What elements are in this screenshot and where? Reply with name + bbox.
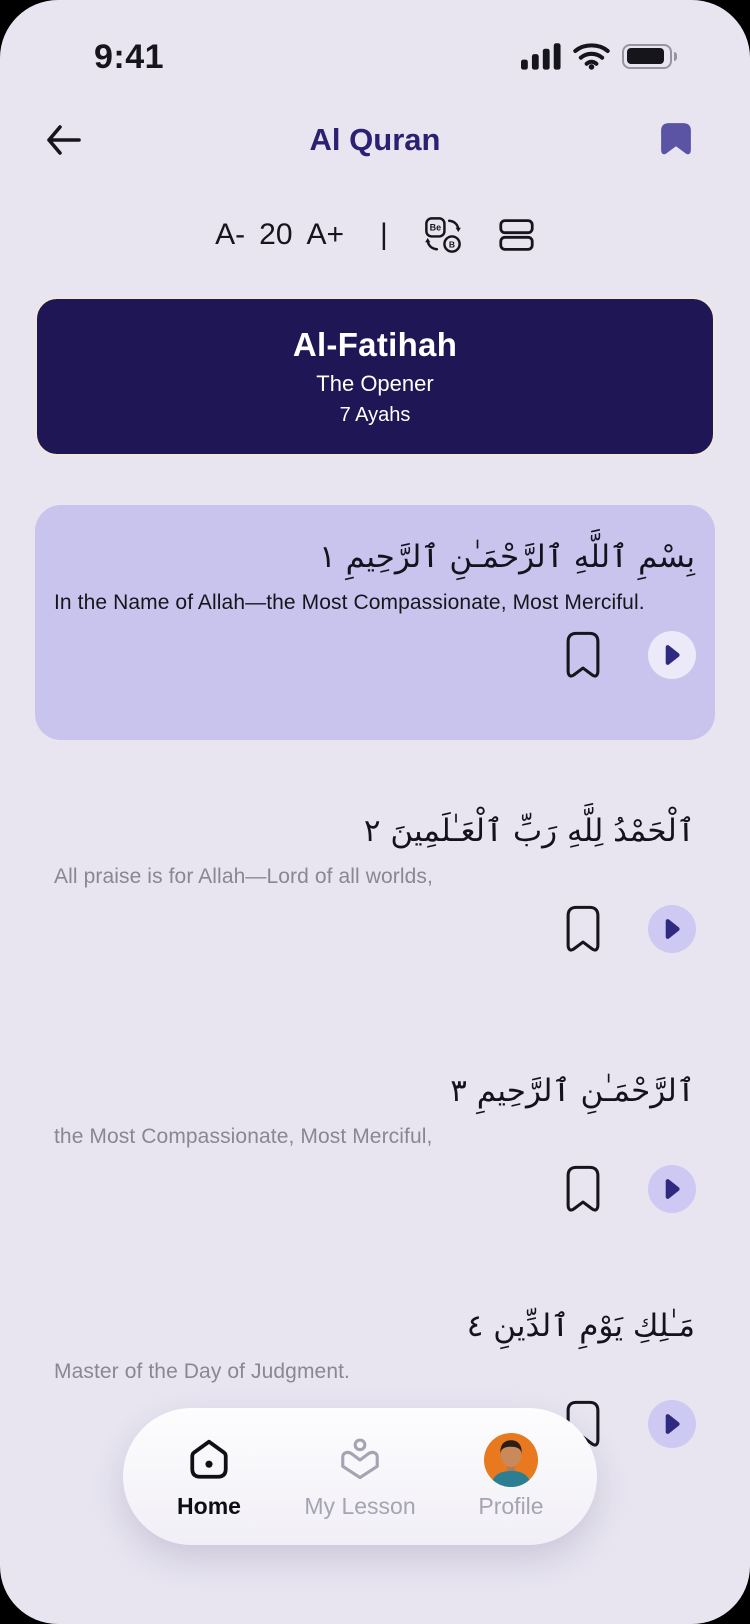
translate-language-icon bbox=[424, 216, 462, 254]
svg-text:Be: Be bbox=[429, 222, 442, 233]
bookmark-filled-icon bbox=[660, 122, 692, 156]
font-size-control bbox=[215, 218, 344, 252]
verse-play-button[interactable] bbox=[648, 905, 696, 953]
play-icon bbox=[663, 1178, 681, 1200]
verse-arabic-text: بِسْمِ ٱللَّهِ ٱلرَّحْمَـٰنِ ٱلرَّحِيمِ ١ bbox=[319, 539, 695, 575]
stacked-rows-icon bbox=[498, 218, 535, 252]
status-bar bbox=[0, 34, 750, 82]
font-decrease-button[interactable]: A- bbox=[215, 218, 246, 251]
surah-name: Al-Fatihah bbox=[292, 326, 458, 363]
font-increase-button[interactable]: A+ bbox=[306, 218, 345, 251]
verse-bookmark-button[interactable] bbox=[564, 905, 602, 953]
surah-ayah-count: 7 Ayahs bbox=[339, 404, 411, 426]
nav-label: Home bbox=[177, 1493, 241, 1519]
play-icon bbox=[663, 918, 681, 940]
status-icons bbox=[521, 42, 672, 70]
reading-view-button[interactable] bbox=[498, 218, 535, 252]
surah-translation: The Opener bbox=[316, 371, 434, 396]
reader-book-icon bbox=[337, 1437, 383, 1483]
translate-button[interactable] bbox=[424, 216, 462, 254]
nav-item-my-lesson[interactable] bbox=[295, 1433, 425, 1520]
nav-item-profile[interactable] bbox=[446, 1433, 576, 1520]
battery-icon bbox=[622, 44, 672, 69]
verse-translation-text: In the Name of Allah—the Most Compassionate, Most Merciful. bbox=[54, 591, 645, 614]
verse-arabic-text: مَـٰلِكِ يَوْمِ ٱلدِّينِ ٤ bbox=[466, 1308, 695, 1344]
toolbar-divider: | bbox=[380, 218, 388, 251]
font-size-value: 20 bbox=[259, 218, 293, 251]
reading-toolbar bbox=[0, 208, 750, 262]
cellular-signal-icon bbox=[521, 42, 561, 70]
play-icon bbox=[663, 644, 681, 666]
header bbox=[0, 116, 750, 168]
verse-arabic-text: ٱلْحَمْدُ لِلَّهِ رَبِّ ٱلْعَـٰلَمِينَ ٢ bbox=[363, 813, 695, 849]
nav-item-home[interactable] bbox=[144, 1433, 274, 1520]
nav-label: Profile bbox=[478, 1493, 544, 1519]
svg-text:B: B bbox=[448, 239, 455, 250]
wifi-icon bbox=[573, 42, 610, 70]
verse-bookmark-button[interactable] bbox=[564, 1165, 602, 1213]
bookmark-outline-icon bbox=[564, 1165, 602, 1213]
verse-item-2 bbox=[35, 795, 715, 953]
bookmark-outline-icon bbox=[564, 905, 602, 953]
verse-bookmark-button[interactable] bbox=[564, 631, 602, 679]
verse-arabic-text: ٱلرَّحْمَـٰنِ ٱلرَّحِيمِ ٣ bbox=[450, 1073, 695, 1109]
page-title: Al Quran bbox=[309, 122, 441, 157]
play-icon bbox=[663, 1413, 681, 1435]
bottom-navigation bbox=[123, 1408, 597, 1545]
verse-translation-text: All praise is for Allah—Lord of all worlds, bbox=[54, 865, 433, 888]
verse-actions bbox=[35, 1165, 715, 1213]
home-icon bbox=[186, 1437, 232, 1483]
bookmark-page-button[interactable] bbox=[660, 122, 692, 156]
profile-avatar bbox=[484, 1433, 538, 1487]
verse-item-3 bbox=[35, 1055, 715, 1213]
bookmark-outline-icon bbox=[564, 631, 602, 679]
verse-play-button[interactable] bbox=[648, 1400, 696, 1448]
nav-label: My Lesson bbox=[304, 1493, 416, 1519]
verse-actions bbox=[35, 905, 715, 953]
verse-actions bbox=[35, 631, 715, 679]
surah-header-card bbox=[35, 297, 715, 456]
verse-play-button[interactable] bbox=[648, 631, 696, 679]
verse-translation-text: Master of the Day of Judgment. bbox=[54, 1360, 350, 1383]
verse-translation-text: the Most Compassionate, Most Merciful, bbox=[54, 1125, 433, 1148]
status-time: 9:41 bbox=[94, 38, 165, 76]
verse-play-button[interactable] bbox=[648, 1165, 696, 1213]
verse-item-1 bbox=[35, 505, 715, 740]
